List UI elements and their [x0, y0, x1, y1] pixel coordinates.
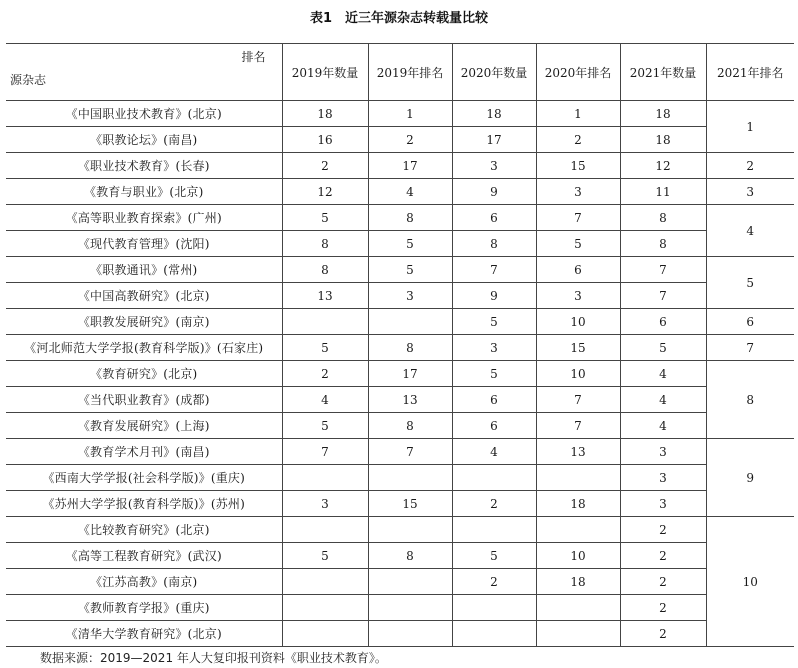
table-row — [6, 465, 794, 491]
value-cell — [368, 569, 452, 595]
value-cell: 4 — [452, 439, 536, 465]
value-cell: 2 — [620, 517, 706, 543]
value-cell: 5 — [620, 335, 706, 361]
value-cell: 13 — [368, 387, 452, 413]
journal-name-cell: 《职教论坛》(南昌) — [6, 127, 282, 153]
rank-2021-cell: 7 — [706, 335, 794, 361]
value-cell: 8 — [282, 231, 368, 257]
value-cell: 7 — [536, 387, 620, 413]
journal-name-cell: 《西南大学学报(社会科学版)》(重庆) — [6, 465, 282, 491]
value-cell: 4 — [620, 387, 706, 413]
value-cell: 5 — [452, 361, 536, 387]
table-row — [6, 153, 794, 179]
table-row — [6, 517, 794, 543]
value-cell: 3 — [452, 335, 536, 361]
value-cell: 5 — [282, 205, 368, 231]
value-cell: 7 — [536, 413, 620, 439]
value-cell: 17 — [368, 153, 452, 179]
value-cell: 7 — [282, 439, 368, 465]
table-row — [6, 621, 794, 647]
value-cell: 6 — [452, 387, 536, 413]
value-cell: 12 — [620, 153, 706, 179]
value-cell: 2 — [620, 543, 706, 569]
value-cell: 8 — [620, 231, 706, 257]
value-cell: 18 — [620, 101, 706, 127]
value-cell: 7 — [452, 257, 536, 283]
rank-2021-cell: 4 — [706, 205, 794, 257]
journal-name-cell: 《职业技术教育》(长春) — [6, 153, 282, 179]
table-title: 表1 近三年源杂志转载量比较 — [309, 11, 489, 26]
value-cell — [282, 595, 368, 621]
value-cell: 5 — [452, 309, 536, 335]
value-cell: 1 — [536, 101, 620, 127]
value-cell: 5 — [282, 413, 368, 439]
journal-name-cell: 《江苏高教》(南京) — [6, 569, 282, 595]
value-cell: 15 — [536, 335, 620, 361]
value-cell — [452, 517, 536, 543]
value-cell: 2 — [452, 491, 536, 517]
value-cell: 13 — [536, 439, 620, 465]
table-row — [6, 309, 794, 335]
value-cell: 18 — [536, 491, 620, 517]
value-cell: 6 — [620, 309, 706, 335]
value-cell: 7 — [620, 257, 706, 283]
value-cell: 3 — [536, 283, 620, 309]
journal-name-cell: 《高等工程教育研究》(武汉) — [6, 543, 282, 569]
value-cell: 4 — [620, 361, 706, 387]
table-row — [6, 179, 794, 205]
value-cell — [452, 621, 536, 647]
value-cell — [368, 465, 452, 491]
value-cell: 5 — [282, 335, 368, 361]
source-header-label: 源杂志 — [10, 73, 47, 87]
column-header: 2020年数量 — [452, 44, 536, 101]
rank-2021-cell: 1 — [706, 101, 794, 153]
value-cell: 2 — [368, 127, 452, 153]
value-cell — [282, 621, 368, 647]
value-cell: 1 — [368, 101, 452, 127]
value-cell — [536, 621, 620, 647]
rank-header-label: 排名 — [241, 50, 266, 64]
journal-name-cell: 《教师教育学报》(重庆) — [6, 595, 282, 621]
journal-name-cell: 《教育学术月刊》(南昌) — [6, 439, 282, 465]
value-cell: 2 — [282, 361, 368, 387]
value-cell: 18 — [282, 101, 368, 127]
value-cell: 18 — [452, 101, 536, 127]
journal-name-cell: 《中国高教研究》(北京) — [6, 283, 282, 309]
journal-name-cell: 《河北师范大学学报(教育科学版)》(石家庄) — [6, 335, 282, 361]
value-cell — [452, 595, 536, 621]
value-cell — [368, 595, 452, 621]
table-row — [6, 205, 794, 231]
table-row — [6, 283, 794, 309]
table-header-row — [6, 44, 794, 101]
value-cell — [536, 595, 620, 621]
value-cell — [282, 569, 368, 595]
value-cell: 11 — [620, 179, 706, 205]
rank-2021-cell: 6 — [706, 309, 794, 335]
column-header: 2021年排名 — [706, 44, 794, 101]
journal-name-cell: 《苏州大学学报(教育科学版)》(苏州) — [6, 491, 282, 517]
value-cell: 2 — [536, 127, 620, 153]
column-header: 2019年排名 — [368, 44, 452, 101]
value-cell: 8 — [368, 543, 452, 569]
corner-header-cell — [6, 44, 282, 101]
value-cell: 9 — [452, 179, 536, 205]
value-cell: 5 — [368, 231, 452, 257]
value-cell: 8 — [620, 205, 706, 231]
value-cell: 15 — [536, 153, 620, 179]
value-cell: 6 — [536, 257, 620, 283]
value-cell: 2 — [620, 595, 706, 621]
value-cell: 10 — [536, 309, 620, 335]
journal-name-cell: 《当代职业教育》(成都) — [6, 387, 282, 413]
rank-2021-cell: 2 — [706, 153, 794, 179]
journal-name-cell: 《清华大学教育研究》(北京) — [6, 621, 282, 647]
table-row — [6, 569, 794, 595]
value-cell: 5 — [452, 543, 536, 569]
value-cell: 10 — [536, 361, 620, 387]
table-body — [6, 101, 794, 647]
table-row — [6, 595, 794, 621]
journal-ranking-table — [6, 43, 794, 647]
journal-name-cell: 《职教通讯》(常州) — [6, 257, 282, 283]
value-cell — [282, 465, 368, 491]
value-cell: 18 — [620, 127, 706, 153]
value-cell: 4 — [620, 413, 706, 439]
value-cell — [368, 309, 452, 335]
journal-name-cell: 《高等职业教育探索》(广州) — [6, 205, 282, 231]
value-cell: 2 — [282, 153, 368, 179]
value-cell: 3 — [536, 179, 620, 205]
value-cell: 3 — [620, 465, 706, 491]
table-row — [6, 387, 794, 413]
table-row — [6, 413, 794, 439]
table-row — [6, 491, 794, 517]
value-cell: 8 — [368, 335, 452, 361]
value-cell — [536, 465, 620, 491]
journal-name-cell: 《现代教育管理》(沈阳) — [6, 231, 282, 257]
value-cell: 6 — [452, 205, 536, 231]
value-cell: 7 — [368, 439, 452, 465]
value-cell: 2 — [620, 569, 706, 595]
rank-2021-cell: 3 — [706, 179, 794, 205]
value-cell: 4 — [368, 179, 452, 205]
value-cell — [368, 621, 452, 647]
table-row — [6, 543, 794, 569]
value-cell: 6 — [452, 413, 536, 439]
value-cell: 16 — [282, 127, 368, 153]
table-row — [6, 335, 794, 361]
journal-name-cell: 《职教发展研究》(南京) — [6, 309, 282, 335]
journal-name-cell: 《比较教育研究》(北京) — [6, 517, 282, 543]
value-cell: 5 — [282, 543, 368, 569]
value-cell: 4 — [282, 387, 368, 413]
value-cell — [282, 309, 368, 335]
value-cell: 8 — [368, 413, 452, 439]
journal-name-cell: 《教育发展研究》(上海) — [6, 413, 282, 439]
value-cell — [536, 517, 620, 543]
table-row — [6, 101, 794, 127]
value-cell: 3 — [620, 491, 706, 517]
value-cell: 8 — [452, 231, 536, 257]
column-header: 2019年数量 — [282, 44, 368, 101]
table-row — [6, 439, 794, 465]
value-cell — [452, 465, 536, 491]
value-cell: 7 — [620, 283, 706, 309]
value-cell: 3 — [452, 153, 536, 179]
value-cell: 15 — [368, 491, 452, 517]
value-cell: 7 — [536, 205, 620, 231]
rank-2021-cell: 8 — [706, 361, 794, 439]
rank-2021-cell: 9 — [706, 439, 794, 517]
value-cell: 17 — [368, 361, 452, 387]
value-cell: 9 — [452, 283, 536, 309]
table-row — [6, 257, 794, 283]
value-cell: 5 — [536, 231, 620, 257]
value-cell: 13 — [282, 283, 368, 309]
value-cell: 3 — [620, 439, 706, 465]
table-row — [6, 127, 794, 153]
value-cell: 3 — [368, 283, 452, 309]
value-cell — [282, 517, 368, 543]
value-cell: 18 — [536, 569, 620, 595]
value-cell: 8 — [368, 205, 452, 231]
journal-name-cell: 《中国职业技术教育》(北京) — [6, 101, 282, 127]
value-cell: 3 — [282, 491, 368, 517]
source-note: 数据来源：2019—2021 年人大复印报刊资料《职业技术教育》。 — [40, 651, 387, 665]
value-cell: 17 — [452, 127, 536, 153]
column-header: 2021年数量 — [620, 44, 706, 101]
value-cell: 12 — [282, 179, 368, 205]
value-cell: 10 — [536, 543, 620, 569]
value-cell: 5 — [368, 257, 452, 283]
column-header: 2020年排名 — [536, 44, 620, 101]
value-cell: 2 — [620, 621, 706, 647]
rank-2021-cell: 5 — [706, 257, 794, 309]
journal-name-cell: 《教育与职业》(北京) — [6, 179, 282, 205]
value-cell — [368, 517, 452, 543]
journal-name-cell: 《教育研究》(北京) — [6, 361, 282, 387]
table-row — [6, 361, 794, 387]
table-row — [6, 231, 794, 257]
rank-2021-cell: 10 — [706, 517, 794, 647]
value-cell: 2 — [452, 569, 536, 595]
value-cell: 8 — [282, 257, 368, 283]
